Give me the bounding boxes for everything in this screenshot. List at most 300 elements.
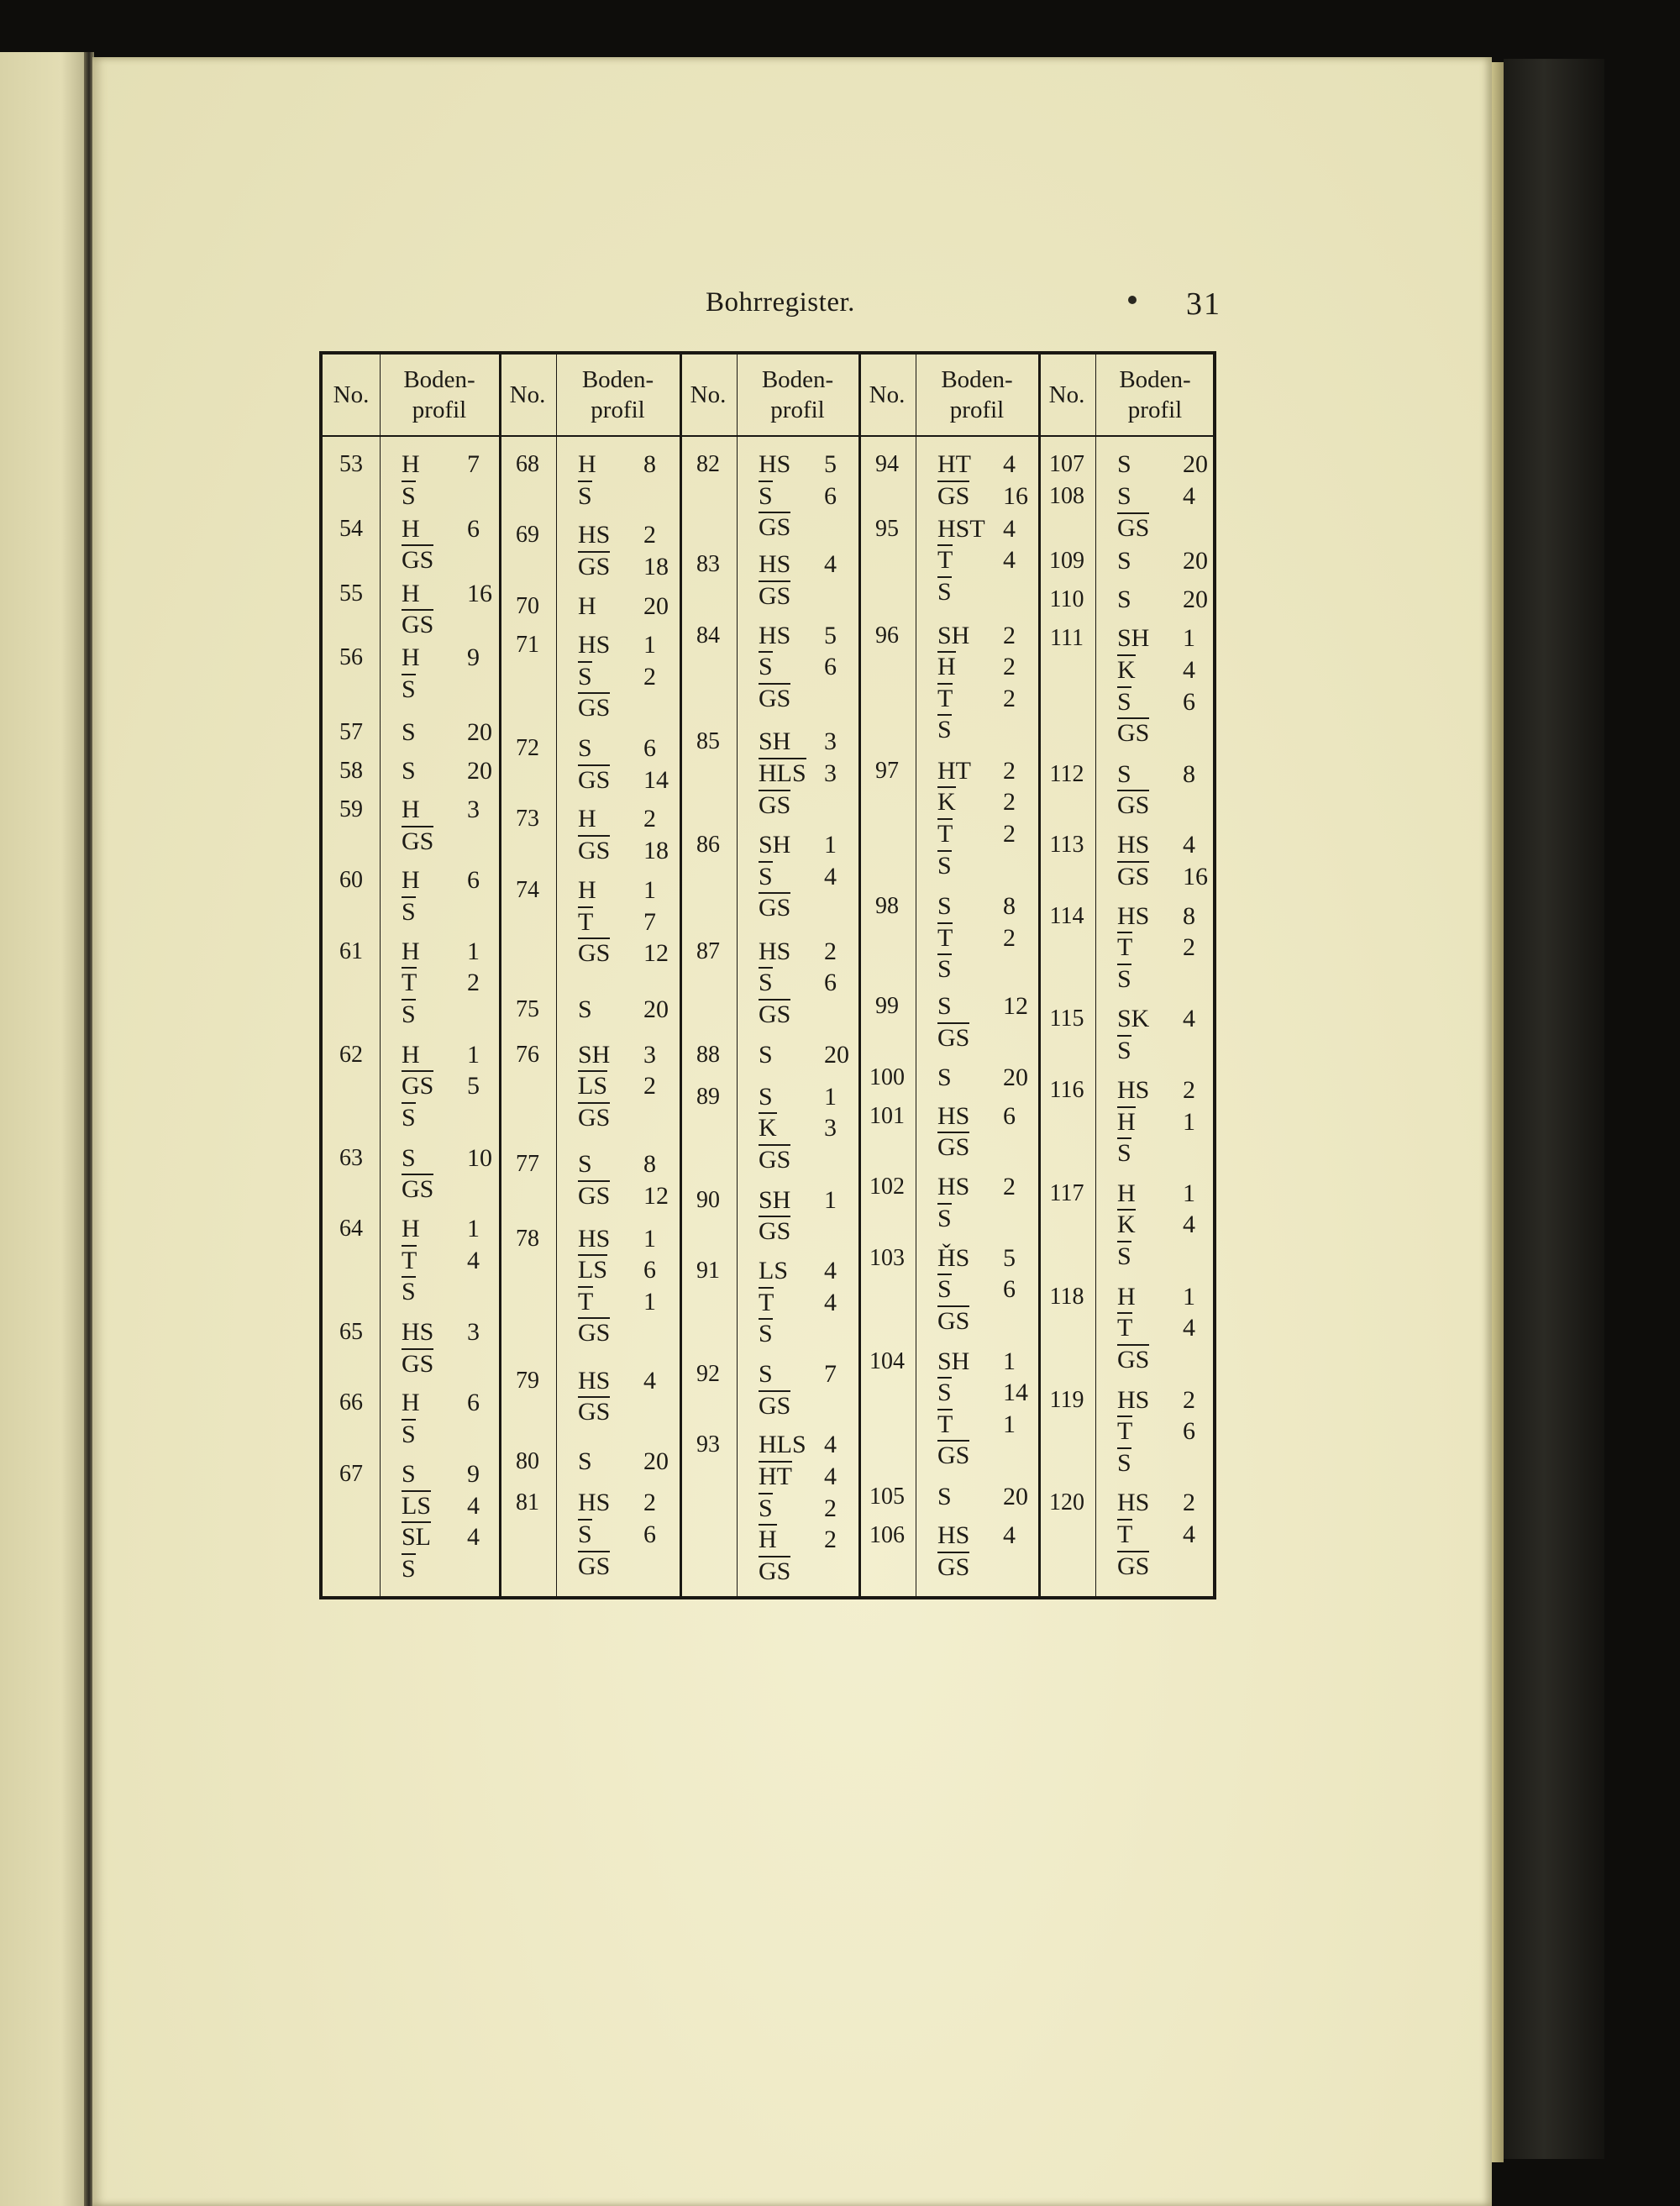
layer-depth: 6 (1183, 1417, 1195, 1446)
layer-depth: 1 (1183, 1107, 1195, 1136)
soil-layer (759, 790, 790, 822)
layer-depth: 6 (824, 653, 837, 681)
layer-depth: 4 (467, 1491, 480, 1520)
layer-depth: 4 (824, 1462, 837, 1490)
layer-depth: 7 (824, 1359, 837, 1388)
borehole-number: 105 (869, 1483, 905, 1510)
soil-type: HS (1117, 901, 1150, 930)
soil-type: T (937, 1410, 953, 1438)
layer-depth: 2 (1183, 1075, 1195, 1104)
borehole-number: 79 (516, 1367, 539, 1394)
soil-type: T (1117, 1521, 1133, 1549)
soil-layer (402, 794, 480, 826)
layer-depth: 6 (467, 866, 480, 895)
layer-depth: 6 (643, 733, 656, 762)
soil-layer (1117, 512, 1149, 544)
borehole-number: 90 (696, 1186, 720, 1213)
soil-type: SH (937, 1347, 970, 1375)
soil-layer (759, 449, 837, 481)
soil-type: HS (578, 1489, 611, 1517)
soil-type: S (578, 481, 592, 510)
soil-type: SH (1117, 624, 1150, 653)
soil-layer (759, 549, 837, 580)
soil-layer (402, 1521, 480, 1553)
borehole-number: 54 (339, 515, 363, 542)
soil-type: S (759, 481, 773, 510)
borehole-number: 85 (696, 728, 720, 755)
soil-layer (759, 1461, 837, 1493)
soil-type: H (402, 795, 420, 823)
soil-layer (759, 758, 837, 790)
soil-layer (937, 1409, 1016, 1441)
borehole-number: 69 (516, 522, 539, 549)
soil-layer (1117, 481, 1195, 512)
soil-layer (759, 1184, 837, 1216)
soil-type: S (759, 653, 773, 681)
soil-type: T (402, 1246, 417, 1274)
soil-type: LS (578, 1256, 608, 1284)
soil-layer (402, 544, 433, 576)
layer-depth: 5 (467, 1072, 480, 1100)
layer-depth: 7 (467, 450, 480, 478)
soil-type: S (578, 662, 592, 691)
soil-layer (578, 1039, 656, 1071)
soil-layer (937, 755, 1016, 787)
soil-type: S (402, 756, 416, 785)
soil-type: GS (402, 611, 434, 639)
borehole-number: 116 (1049, 1076, 1084, 1103)
borehole-number: 97 (875, 757, 899, 784)
soil-layer (578, 733, 656, 764)
borehole-number: 99 (875, 993, 899, 1020)
soil-layer (759, 512, 790, 544)
layer-depth: 1 (467, 937, 480, 965)
layer-depth: 20 (643, 995, 669, 1023)
soil-layer (578, 1223, 656, 1255)
page-edge (1492, 62, 1504, 2162)
layer-depth: 4 (1003, 514, 1016, 543)
soil-type: SK (1117, 1005, 1150, 1033)
borehole-number: 114 (1049, 902, 1084, 929)
soil-layer (759, 1429, 837, 1461)
soil-type: GS (759, 1557, 791, 1585)
soil-type: S (402, 1421, 416, 1449)
soil-type: HS (937, 1521, 970, 1549)
soil-type: SH (578, 1040, 611, 1069)
soil-layer (759, 1318, 773, 1350)
soil-layer (402, 1102, 416, 1134)
soil-layer (937, 786, 1016, 818)
soil-type: HS (402, 1317, 434, 1346)
soil-type: GS (759, 1145, 791, 1174)
soil-type: H (402, 514, 420, 543)
column-header-bodenprofil: Boden- profil (761, 366, 834, 423)
soil-type: GS (759, 1391, 791, 1420)
layer-depth: 2 (643, 1072, 656, 1100)
layer-depth: 2 (824, 1526, 837, 1554)
layer-depth: 2 (643, 521, 656, 549)
soil-layer (402, 513, 480, 545)
soil-layer (937, 1242, 1016, 1274)
soil-layer (937, 1062, 1028, 1094)
layer-depth: 4 (1183, 1211, 1195, 1239)
layer-depth: 14 (1003, 1379, 1028, 1407)
soil-layer (402, 896, 416, 928)
soil-layer (937, 1274, 1016, 1305)
layer-depth: 4 (1183, 482, 1195, 511)
layer-depth: 12 (643, 1181, 669, 1210)
layer-depth: 4 (1003, 546, 1016, 575)
layer-depth: 20 (467, 717, 492, 746)
soil-type: HS (759, 450, 791, 478)
borehole-number: 68 (516, 451, 539, 477)
layer-depth: 4 (467, 1246, 480, 1274)
borehole-number: 53 (339, 451, 363, 477)
layer-depth: 8 (1183, 759, 1195, 788)
soil-layer (402, 578, 492, 610)
borehole-number: 61 (339, 938, 363, 964)
soil-layer (402, 1245, 480, 1277)
soil-type: H (578, 805, 596, 833)
soil-type: GS (759, 513, 791, 542)
column-rule (380, 355, 381, 1596)
layer-depth: 6 (824, 481, 837, 510)
soil-type: S (759, 862, 773, 890)
layer-depth: 4 (467, 1523, 480, 1552)
soil-layer (578, 1070, 656, 1102)
layer-depth: 12 (643, 939, 669, 968)
layer-depth: 20 (467, 756, 492, 785)
layer-depth: 1 (467, 1040, 480, 1069)
soil-layer (1117, 1178, 1195, 1210)
soil-layer (402, 674, 416, 706)
layer-depth: 6 (467, 514, 480, 543)
soil-layer (937, 1346, 1016, 1378)
layer-depth: 2 (643, 1489, 656, 1517)
soil-layer (578, 551, 669, 583)
soil-type: GS (759, 1001, 791, 1029)
borehole-number: 89 (696, 1083, 720, 1110)
layer-depth: 7 (643, 907, 656, 936)
column-header-no: No. (690, 381, 727, 408)
soil-layer (1117, 901, 1195, 932)
soil-type: S (937, 716, 952, 744)
soil-type: S (759, 1040, 773, 1069)
soil-layer (759, 651, 837, 683)
layer-depth: 5 (824, 621, 837, 649)
layer-depth: 1 (1003, 1347, 1016, 1375)
soil-type: GS (1117, 791, 1150, 820)
soil-type: H (402, 579, 420, 607)
soil-type: H (402, 1215, 420, 1243)
soil-layer (937, 576, 952, 608)
soil-type: HS (1117, 1489, 1150, 1517)
soil-type: K (1117, 655, 1136, 684)
soil-type: HS (759, 621, 791, 649)
soil-layer (578, 1102, 610, 1134)
borehole-number: 111 (1050, 625, 1084, 652)
column-header-bodenprofil: Boden- profil (941, 366, 1013, 423)
layer-depth: 4 (824, 862, 837, 890)
soil-layer (402, 826, 433, 858)
soil-type: GS (402, 827, 434, 855)
soil-layer (1117, 584, 1208, 616)
soil-layer (1117, 1241, 1131, 1273)
soil-type: GS (402, 1072, 434, 1100)
layer-depth: 8 (643, 450, 656, 478)
soil-layer (578, 994, 669, 1026)
borehole-number: 63 (339, 1144, 363, 1171)
soil-layer (937, 1100, 1016, 1132)
layer-depth: 8 (1003, 892, 1016, 921)
soil-type: T (937, 546, 953, 575)
soil-layer (402, 609, 433, 641)
soil-type: H (402, 643, 420, 672)
soil-type: GS (578, 553, 611, 581)
soil-type: GS (578, 1319, 611, 1347)
soil-type: S (937, 892, 952, 921)
borehole-number: 73 (516, 806, 539, 833)
soil-layer (402, 1553, 416, 1585)
soil-layer (1117, 622, 1195, 654)
soil-layer (1117, 1344, 1149, 1376)
soil-type: H (759, 1526, 777, 1554)
soil-layer (402, 1316, 480, 1348)
layer-depth: 3 (467, 1317, 480, 1346)
borehole-number: 77 (516, 1151, 539, 1178)
borehole-number: 106 (869, 1521, 905, 1548)
soil-type: HS (1117, 831, 1150, 859)
soil-type: S (578, 995, 592, 1023)
borehole-number: 104 (869, 1347, 905, 1374)
borehole-register-table (319, 351, 1216, 1599)
soil-layer (937, 544, 1016, 576)
soil-type: SH (759, 831, 791, 859)
soil-type: S (1117, 1242, 1131, 1271)
layer-depth: 20 (1183, 547, 1208, 575)
soil-layer (578, 1254, 656, 1286)
soil-type: S (759, 1320, 773, 1348)
soil-layer (937, 683, 1016, 715)
layer-depth: 16 (1183, 862, 1208, 890)
soil-layer (937, 481, 1028, 512)
layer-depth: 3 (643, 1040, 656, 1069)
borehole-number: 103 (869, 1244, 905, 1271)
soil-layer (759, 1524, 837, 1556)
soil-layer (1117, 1551, 1149, 1583)
soil-layer (759, 1112, 837, 1144)
layer-depth: 20 (1003, 1482, 1028, 1510)
soil-type: HS (578, 1366, 611, 1395)
soil-layer (402, 449, 480, 481)
soil-layer (937, 850, 952, 882)
borehole-number: 102 (869, 1174, 905, 1200)
soil-layer (759, 481, 837, 512)
borehole-number: 98 (875, 893, 899, 920)
soil-layer (759, 1287, 837, 1319)
soil-layer (937, 1171, 1016, 1203)
soil-layer (578, 591, 669, 622)
soil-layer (578, 764, 669, 796)
soil-type: T (937, 820, 953, 848)
layer-depth: 1 (643, 1287, 656, 1316)
soil-layer (578, 1396, 610, 1428)
soil-layer (759, 892, 790, 924)
soil-layer (578, 1446, 669, 1478)
layer-depth: 3 (824, 1114, 837, 1142)
soil-type: HS (937, 1173, 970, 1201)
layer-depth: 4 (824, 550, 837, 579)
borehole-number: 74 (516, 876, 539, 903)
soil-layer (937, 651, 1016, 683)
soil-type: SH (937, 621, 970, 649)
soil-type: GS (578, 1181, 611, 1210)
layer-depth: 1 (1183, 1179, 1195, 1207)
soil-type: S (578, 1521, 592, 1549)
soil-type: GS (759, 1217, 791, 1246)
soil-type: HLS (759, 1431, 806, 1459)
soil-type: S (578, 1150, 592, 1179)
soil-type: S (402, 1278, 416, 1306)
borehole-number: 62 (339, 1041, 363, 1068)
layer-depth: 12 (1003, 992, 1028, 1021)
borehole-number: 86 (696, 832, 720, 859)
soil-type: H (1117, 1282, 1136, 1310)
soil-type: S (1117, 586, 1131, 614)
borehole-number: 96 (875, 622, 899, 649)
borehole-number: 57 (339, 718, 363, 745)
layer-depth: 4 (643, 1366, 656, 1395)
soil-layer (759, 829, 837, 861)
soil-layer (937, 1520, 1016, 1552)
borehole-number: 55 (339, 580, 363, 607)
soil-type: HS (1117, 1075, 1150, 1104)
soil-layer (937, 714, 952, 746)
soil-layer (759, 1255, 837, 1287)
soil-type: T (578, 907, 594, 936)
soil-type: S (578, 733, 592, 762)
soil-type: GS (578, 765, 611, 794)
borehole-number: 112 (1049, 760, 1084, 787)
borehole-number: 95 (875, 515, 899, 542)
layer-depth: 2 (1183, 933, 1195, 962)
borehole-number: 65 (339, 1318, 363, 1345)
borehole-number: 58 (339, 757, 363, 784)
soil-type: GS (402, 1349, 434, 1378)
column-header-bodenprofil: Boden- profil (403, 366, 475, 423)
soil-layer (1117, 964, 1131, 995)
soil-type: GS (937, 1442, 970, 1470)
soil-type: H (402, 1389, 420, 1417)
soil-type: S (402, 1554, 416, 1583)
soil-layer (402, 1458, 480, 1490)
borehole-number: 115 (1049, 1006, 1084, 1032)
header-rule (323, 435, 1213, 437)
soil-layer (578, 692, 610, 724)
layer-depth: 2 (1003, 684, 1016, 712)
column-header-no: No. (1048, 381, 1085, 408)
layer-depth: 16 (467, 579, 492, 607)
soil-type: S (937, 1379, 952, 1407)
soil-layer (578, 1551, 610, 1583)
borehole-number: 119 (1049, 1386, 1084, 1413)
soil-layer (402, 1276, 416, 1308)
soil-type: S (402, 1143, 416, 1172)
column-header-bodenprofil: Boden- profil (581, 366, 654, 423)
borehole-number: 109 (1049, 548, 1084, 575)
soil-layer (937, 818, 1016, 850)
soil-type: H (402, 450, 420, 478)
soil-type: T (759, 1288, 774, 1316)
borehole-number: 76 (516, 1041, 539, 1068)
borehole-number: 118 (1049, 1283, 1084, 1310)
soil-layer (1117, 1416, 1195, 1447)
soil-layer (1117, 1447, 1131, 1479)
soil-type: S (402, 897, 416, 926)
layer-depth: 6 (1003, 1101, 1016, 1130)
soil-type: S (402, 1459, 416, 1488)
soil-layer (402, 1490, 480, 1522)
soil-type: GS (759, 894, 791, 922)
soil-type: S (1117, 687, 1131, 716)
soil-type: GS (1117, 1552, 1150, 1580)
soil-layer (1117, 1519, 1195, 1551)
soil-type: GS (759, 684, 791, 712)
soil-layer (1117, 686, 1195, 718)
borehole-number: 88 (696, 1041, 720, 1068)
soil-layer (759, 936, 837, 968)
soil-type: T (937, 684, 953, 712)
soil-type: HS (578, 631, 611, 659)
soil-layer (937, 1552, 969, 1584)
soil-type: S (1117, 759, 1131, 788)
soil-type: S (1117, 482, 1131, 511)
soil-layer (578, 1317, 610, 1349)
soil-layer (402, 1142, 492, 1174)
soil-type: GS (402, 546, 434, 575)
soil-layer (937, 1481, 1028, 1513)
soil-type: H (937, 653, 956, 681)
column-rule (1095, 355, 1096, 1596)
soil-type: S (937, 992, 952, 1021)
soil-layer (402, 936, 480, 968)
layer-depth: 1 (824, 1082, 837, 1111)
soil-layer (937, 953, 952, 985)
soil-layer (759, 861, 837, 893)
layer-depth: 2 (1003, 621, 1016, 649)
layer-depth: 20 (643, 591, 669, 620)
soil-type: SH (759, 1185, 791, 1214)
soil-layer (759, 1216, 790, 1247)
soil-type: T (578, 1287, 594, 1316)
column-header-no: No. (509, 381, 546, 408)
borehole-number: 75 (516, 995, 539, 1022)
layer-depth: 2 (467, 969, 480, 997)
soil-layer (578, 1148, 656, 1180)
soil-type: S (937, 1204, 952, 1232)
layer-depth: 2 (1003, 923, 1016, 952)
layer-depth: 3 (824, 759, 837, 787)
soil-layer (578, 449, 656, 481)
soil-type: GS (937, 1552, 970, 1581)
layer-depth: 3 (824, 727, 837, 756)
borehole-number: 120 (1049, 1489, 1084, 1516)
borehole-number: 56 (339, 644, 363, 671)
borehole-number: 100 (869, 1064, 905, 1090)
soil-type: T (1117, 1417, 1133, 1446)
borehole-number: 92 (696, 1360, 720, 1387)
borehole-number: 84 (696, 622, 720, 649)
